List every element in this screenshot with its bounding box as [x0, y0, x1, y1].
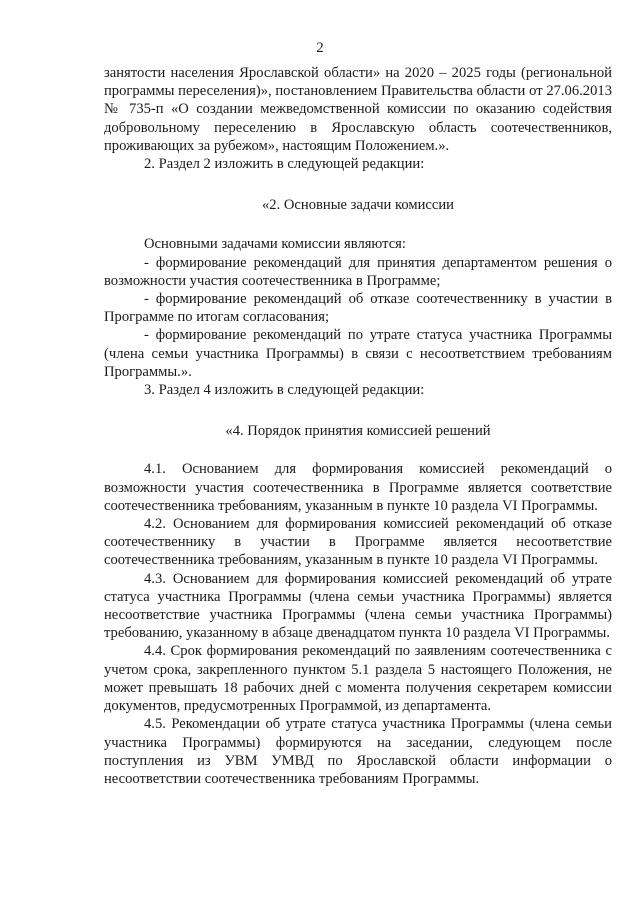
clause-4-5: 4.5. Рекомендации об утрате статуса участника Программы (члена семьи участника Программы) формируются на заседании, следующем после поступления из УВМ УМВД по Ярославской области информации о несоответствии соотечественника требованиям Программы. — [104, 716, 612, 787]
clause-4-1: 4.1. Основанием для формирования комиссией рекомендаций о возможности участия соотечественника в Программе является соответствие соотечественника требованиям, указанным в пункте 10 раздела VI Программы. — [104, 461, 612, 514]
section-4-heading: «4. Порядок принятия комиссией решений — [225, 423, 491, 440]
page-number: 2 — [316, 40, 324, 56]
paragraph-section-2-instruction: 2. Раздел 2 изложить в следующей редакции: — [144, 156, 425, 173]
clause-4-3: 4.3. Основанием для формирования комиссией рекомендаций об утрате статуса участника Программы (члена семьи участника Программы) является несоответствие участника Программы (члена семьи участника Программы) требованию, указанному в абзаце двенадцатом пункта 10 раздела VI Программы. — [104, 570, 612, 642]
list-item-task-2: - формирование рекомендаций об отказе соотечественнику в участии в Программе по итогам согласования; — [104, 291, 612, 326]
clause-4-4: 4.4. Срок формирования рекомендаций по заявлениям соотечественника с учетом срока, закрепленного пунктом 5.1 раздела 5 настоящего Положения, не может превышать 18 рабочих дней с момента получения секретарем комиссии документов, предусмотренных Программой, из департамента. — [104, 643, 612, 715]
paragraph-continuation: занятости населения Ярославской области» на 2020 – 2025 годы (региональной программы переселения)», постановлением Правительства области от 27.06.2013 № 735-п «О создании межведомственной комиссии по оказанию содействия добровольному переселению в Ярославскую область соотечественников, проживающих за рубежом», настоящим Положением.». — [104, 65, 612, 154]
clause-4-2: 4.2. Основанием для формирования комиссией рекомендаций об отказе соотечественнику в участии в Программе является несоответствие соотечественника требованиям, указанным в пункте 10 раздела VI Программы. — [104, 516, 612, 569]
paragraph-section-4-instruction: 3. Раздел 4 изложить в следующей редакции: — [144, 382, 425, 399]
document-body — [104, 64, 612, 788]
list-item-task-3: - формирование рекомендаций по утрате статуса участника Программы (члена семьи участника Программы) в связи с несоответствием требованиям Программы.». — [104, 327, 612, 380]
section-2-heading: «2. Основные задачи комиссии — [262, 197, 454, 214]
list-item-task-1: - формирование рекомендаций для принятия департаментом решения о возможности участия соотечественника в Программе; — [104, 254, 612, 289]
paragraph-tasks-intro: Основными задачами комиссии являются: — [144, 236, 406, 253]
